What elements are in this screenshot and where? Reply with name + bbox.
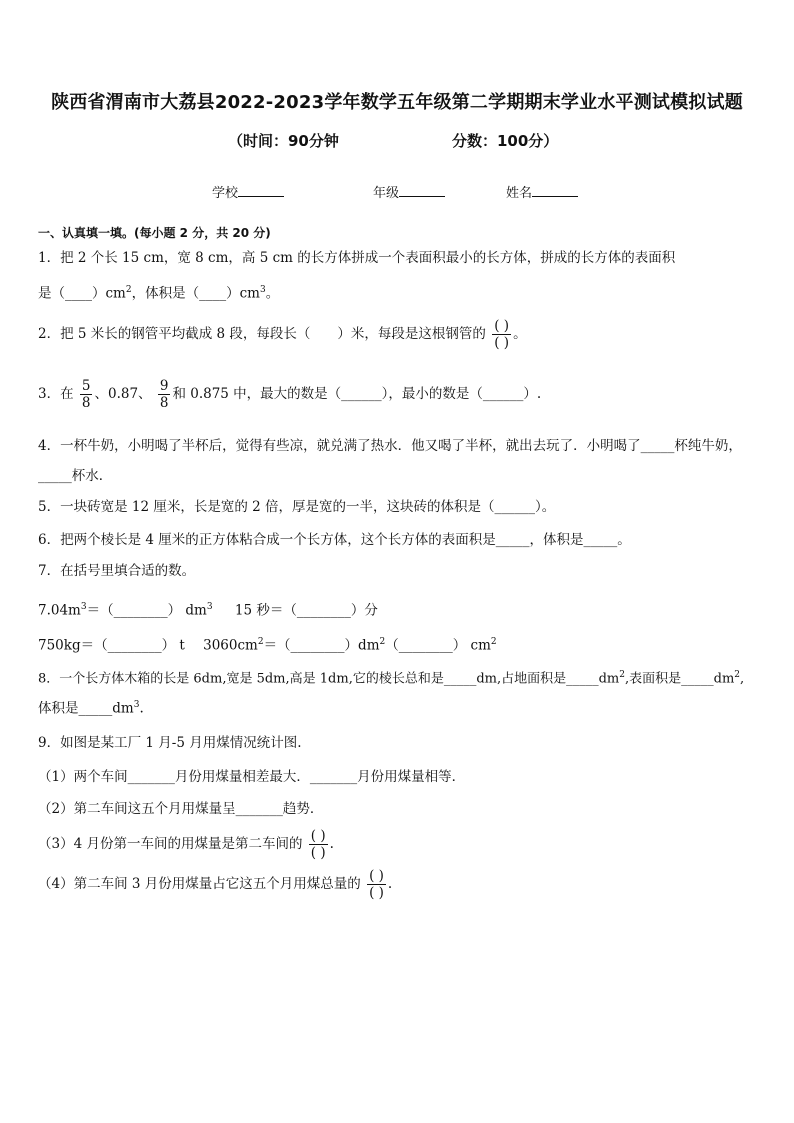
question-4-line-1: 4．一杯牛奶，小明喝了半杯后，觉得有些凉，就兑满了热水．他又喝了半杯，就出去玩了．小明喝了_____杯纯牛奶， <box>38 438 742 454</box>
q9-3-end: . <box>329 836 334 852</box>
question-4-line-2: _____杯水． <box>38 468 113 484</box>
q3-f2-num: 9 <box>159 378 169 394</box>
q8-l1-b: ,表面积是_____dm <box>625 671 735 687</box>
q7-r1-c: 15 秒＝（________）分 <box>234 602 378 619</box>
section-heading: 一、认真填一填。(每小题 2 分，共 20 分) <box>38 226 271 240</box>
q7-r1-a: 7.04m <box>38 602 81 619</box>
question-7-row-1 <box>38 597 378 621</box>
q9-4-end: . <box>387 876 393 892</box>
q3-f2-den: 8 <box>159 395 169 411</box>
question-9-part-2: （2）第二车间这五个月用煤量呈_______趋势． <box>38 801 324 817</box>
q8-l1-a: 8．一个长方体木箱的长是 6dm,宽是 5dm,高是 1dm,它的棱长总和是_____dm,占地面积是_____dm <box>38 671 620 687</box>
q9-3-text: （3）4 月份第一车间的用煤量是第二车间的 <box>38 836 303 852</box>
q3-text-b: 、0.87、 <box>94 386 152 402</box>
q8-sup-2a: 2 <box>619 670 625 680</box>
grade-blank[interactable] <box>399 184 445 197</box>
q3-fraction-1 <box>80 378 93 411</box>
question-6: 6．把两个棱长是 4 厘米的正方体粘合成一个长方体，这个长方体的表面积是_____，体积是_____。 <box>38 532 631 548</box>
question-9: 9．如图是某工厂 1 月-5 月用煤情况统计图. <box>38 735 302 751</box>
q2-numerator: ( ) <box>494 318 510 334</box>
name-label: 姓名 <box>506 186 533 201</box>
grade-label: 年级 <box>373 186 400 201</box>
question-8-line-1 <box>38 665 744 689</box>
q7-sup-2a: 2 <box>257 637 264 647</box>
grade-field[interactable] <box>373 182 445 201</box>
q2-text: 2．把 5 米长的钢管平均截成 8 段，每段长（ ）米，每段是这根钢管的 <box>38 326 486 342</box>
q9-4-text: （4）第二车间 3 月份用煤量占它这五个月用煤总量的 <box>38 876 361 892</box>
q3-f1-num: 5 <box>81 378 91 394</box>
question-1-line-1: 1．把 2 个长 15 cm，宽 8 cm，高 5 cm 的长方体拼成一个表面积最小的长方体，拼成的长方体的表面积 <box>38 250 676 266</box>
question-8-line-2 <box>38 695 144 719</box>
q2-end: 。 <box>513 326 527 342</box>
q8-l1-c: , <box>740 671 745 687</box>
q9-4-denominator: ( ) <box>369 885 384 901</box>
exam-score: 分数：100分） <box>452 132 559 150</box>
question-9-part-3 <box>38 828 334 861</box>
q8-sup-2b: 2 <box>734 670 741 680</box>
question-2 <box>38 318 527 351</box>
q1-area-text: 是（____）cm <box>38 285 126 302</box>
q7-r2-d: （________） cm <box>385 637 491 654</box>
page-title: 陕西省渭南市大荔县2022-2023学年数学五年级第二学期期末学业水平测试模拟试题 <box>51 92 743 113</box>
question-7-row-2 <box>38 632 497 656</box>
q3-fraction-2 <box>158 378 171 411</box>
q1-sup-3: 3 <box>259 285 266 295</box>
q3-f1-den: 8 <box>81 395 91 411</box>
q8-l2-b: . <box>139 700 144 717</box>
q7-r2-a: 750kg＝（________） t <box>38 637 185 654</box>
q9-4-numerator: ( ) <box>369 868 384 884</box>
name-field[interactable] <box>506 182 578 201</box>
q3-text-a: 3．在 <box>38 386 74 402</box>
q7-r1-b: ＝（________） dm <box>86 602 207 619</box>
school-label: 学校 <box>212 186 239 201</box>
q9-3-denominator: ( ) <box>310 845 326 861</box>
q1-sup-2: 2 <box>125 285 132 295</box>
q7-r2-c: ＝（________）dm <box>263 637 380 654</box>
school-field[interactable] <box>212 182 284 201</box>
question-3 <box>38 378 541 411</box>
question-1-line-2 <box>38 280 279 304</box>
q1-volume-text: ，体积是（____）cm <box>131 285 260 302</box>
q8-l2-a: 体积是_____dm <box>38 700 134 717</box>
name-blank[interactable] <box>532 184 578 197</box>
q7-sup-2b: 2 <box>379 637 386 647</box>
q7-r2-b: 3060cm <box>203 637 258 654</box>
question-9-part-1: （1）两个车间_______月份用煤量相差最大．_______月份用煤量相等． <box>38 769 466 785</box>
q2-fraction-blank[interactable] <box>492 318 511 351</box>
q7-sup-2c: 2 <box>490 637 497 647</box>
q7-sup-3a: 3 <box>80 602 87 612</box>
q9-4-fraction-blank[interactable] <box>367 868 386 901</box>
q9-3-numerator: ( ) <box>310 828 326 844</box>
exam-time: （时间：90分钟 <box>228 132 339 150</box>
q8-sup-3: 3 <box>133 700 140 710</box>
q3-text-c: 和 0.875 中，最大的数是（______），最小的数是（______）. <box>172 386 542 402</box>
q9-3-fraction-blank[interactable] <box>309 828 328 861</box>
question-5: 5．一块砖宽是 12 厘米，长是宽的 2 倍，厚是宽的一半，这块砖的体积是（______）。 <box>38 499 556 515</box>
question-9-part-4 <box>38 868 392 901</box>
q1-end: 。 <box>265 285 280 302</box>
q2-denominator: ( ) <box>494 335 510 351</box>
question-7: 7．在括号里填合适的数。 <box>38 563 196 579</box>
school-blank[interactable] <box>238 184 284 197</box>
q7-sup-3b: 3 <box>206 602 213 612</box>
